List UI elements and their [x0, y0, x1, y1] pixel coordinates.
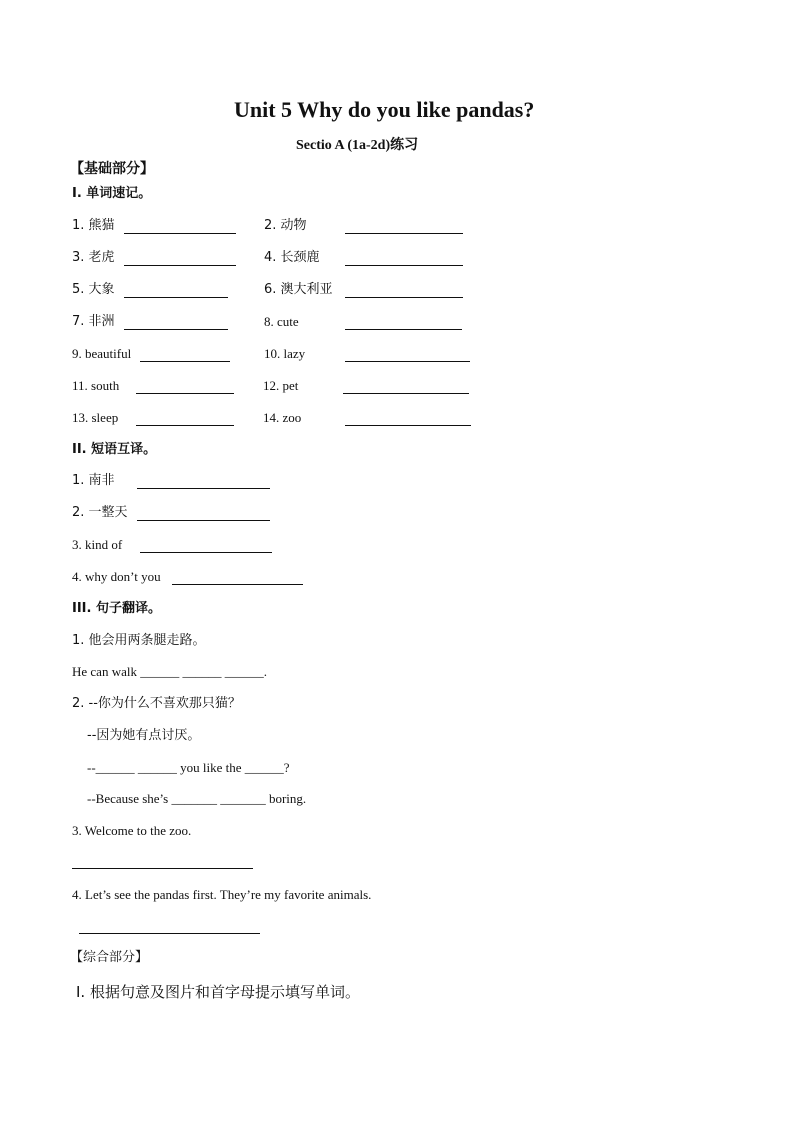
vocab-item: 13. sleep: [72, 410, 119, 425]
question-2-chinese-b: --因为她有点讨厌。: [87, 728, 201, 743]
answer-blank[interactable]: [137, 488, 270, 489]
vocab-item: 11. south: [72, 378, 120, 393]
answer-blank[interactable]: [345, 233, 463, 234]
vocab-item: 4. 长颈鹿: [264, 250, 320, 265]
comprehensive-task-instruction: Ⅰ. 根据句意及图片和首字母提示填写单词。: [76, 983, 360, 1001]
question-2-chinese-a: 2. --你为什么不喜欢那只猫？: [72, 696, 241, 711]
answer-blank[interactable]: [136, 393, 234, 394]
answer-blank[interactable]: [137, 520, 270, 521]
part3-heading: III. 句子翻译。: [72, 601, 161, 616]
question-1-chinese: 1. 他会用两条腿走路。: [72, 633, 206, 648]
vocab-item: 1. 熊猫: [72, 218, 115, 233]
answer-blank[interactable]: [345, 297, 463, 298]
vocab-item: 10. lazy: [264, 346, 306, 361]
answer-blank[interactable]: [140, 361, 230, 362]
phrase-item: 4. why don’t you: [72, 569, 161, 584]
answer-blank[interactable]: [136, 425, 234, 426]
question-4: 4. Let’s see the pandas first. They’re my favorite animals.: [72, 887, 372, 902]
vocab-item: 7. 非洲: [72, 314, 115, 329]
phrase-item: 3. kind of: [72, 537, 123, 552]
answer-blank[interactable]: [345, 425, 471, 426]
vocab-item: 12. pet: [263, 378, 299, 393]
part2-heading: II. 短语互译。: [72, 442, 157, 457]
comprehensive-section-header: 【综合部分】: [70, 950, 149, 965]
phrase-item: 1. 南非: [72, 473, 115, 488]
answer-blank[interactable]: [140, 552, 272, 553]
page-title: Unit 5 Why do you like pandas?: [234, 97, 535, 122]
vocab-item: 2. 动物: [264, 218, 307, 233]
answer-blank[interactable]: [124, 265, 236, 266]
basic-section-header: 【基础部分】: [70, 161, 154, 177]
answer-blank[interactable]: [124, 233, 236, 234]
vocab-item: 14. zoo: [263, 410, 302, 425]
vocab-item: 9. beautiful: [72, 346, 132, 361]
page-subtitle: Sectio A (1a-2d)练习: [296, 138, 419, 153]
answer-blank[interactable]: [345, 361, 470, 362]
answer-blank[interactable]: [72, 868, 253, 869]
phrase-item: 2. 一整天: [72, 505, 128, 520]
answer-blank[interactable]: [172, 584, 303, 585]
answer-blank[interactable]: [124, 297, 228, 298]
vocab-item: 5. 大象: [72, 282, 115, 297]
answer-blank[interactable]: [345, 329, 462, 330]
question-2-english-a: --______ ______ you like the ______?: [87, 760, 290, 775]
vocab-item: 8. cute: [264, 314, 299, 329]
part1-heading: I. 单词速记。: [72, 186, 152, 201]
answer-blank[interactable]: [343, 393, 469, 394]
vocab-item: 3. 老虎: [72, 250, 115, 265]
vocab-item: 6. 澳大利亚: [264, 282, 333, 297]
answer-blank[interactable]: [345, 265, 463, 266]
answer-blank[interactable]: [79, 933, 260, 934]
question-1-english: He can walk ______ ______ ______.: [72, 664, 267, 679]
question-2-english-b: --Because she’s _______ _______ boring.: [87, 791, 307, 806]
answer-blank[interactable]: [124, 329, 228, 330]
question-3: 3. Welcome to the zoo.: [72, 823, 192, 838]
